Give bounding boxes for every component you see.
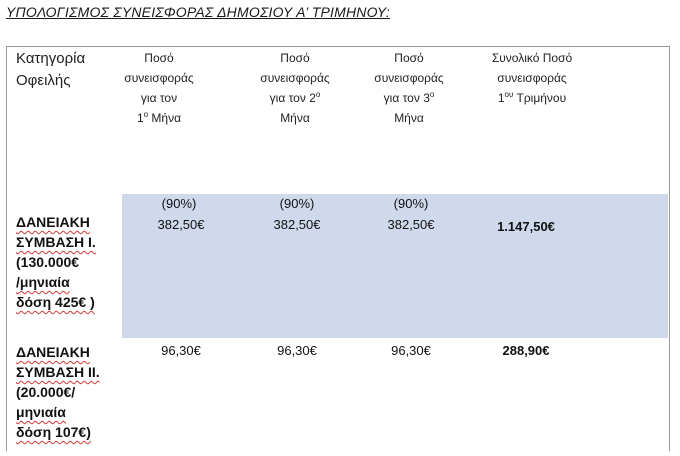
row1-month3-pct: (90%) <box>393 196 429 211</box>
row2-month3-value: 96,30€ <box>391 343 431 358</box>
row1-month3-value: 382,50€ <box>387 217 435 232</box>
col3-line4: Μήνα <box>394 111 424 125</box>
col2-line3 <box>240 88 350 108</box>
row2-label-line2: ΣΥΜΒΑΣΗ ΙΙ. <box>16 364 100 380</box>
col1-line1: Ποσό <box>144 51 174 65</box>
row1-label-line5: δόση 425€ ) <box>16 294 95 310</box>
col-header-month1 <box>104 48 214 128</box>
col2-line4: Μήνα <box>280 111 310 125</box>
row1-month1-pct: (90%) <box>161 196 197 211</box>
col1-line3: για τον <box>140 91 178 105</box>
category-header-line2: Οφειλής <box>16 72 71 89</box>
col3-line2: συνεισφοράς <box>374 71 444 85</box>
col1-rest: Μήνα <box>148 111 182 125</box>
col3-line1: Ποσό <box>394 51 424 65</box>
col4-sup: ου <box>504 90 514 99</box>
col-header-month2 <box>240 48 350 128</box>
row1-label <box>16 212 96 312</box>
col2-line1: Ποσό <box>280 51 310 65</box>
col-header-quarter-total <box>472 48 592 108</box>
row2-month1-value: 96,30€ <box>161 343 201 358</box>
row1-month2-value: 382,50€ <box>273 217 321 232</box>
col2-pre: για τον 2 <box>269 91 316 105</box>
col4-line2: συνεισφοράς <box>497 71 567 85</box>
col1-line2: συνεισφοράς <box>124 71 194 85</box>
row1-month1-value: 382,50€ <box>157 217 205 232</box>
col2-line2: συνεισφοράς <box>260 71 330 85</box>
row2-label-line3: (20.000€/ <box>16 384 76 400</box>
col4-rest: Τριμήνου <box>513 91 567 105</box>
row1-label-line2: ΣΥΜΒΑΣΗ Ι. <box>16 234 96 250</box>
row2-month2-value: 96,30€ <box>277 343 317 358</box>
col4-line1: Συνολικό Ποσό <box>491 51 573 65</box>
col3-pre: για τον 3 <box>383 91 430 105</box>
col4-num: 1 <box>497 91 505 105</box>
col3-sup: ο <box>429 90 435 99</box>
row2-label <box>16 342 100 442</box>
document-title: ΥΠΟΛΟΓΙΣΜΟΣ ΣΥΝΕΙΣΦΟΡΑΣ ΔΗΜΟΣΙΟΥ Α’ ΤΡΙΜΗΝΟΥ: <box>6 4 391 20</box>
col3-line3 <box>354 88 464 108</box>
col4-line3 <box>472 88 592 108</box>
col2-sup: ο <box>315 90 321 99</box>
col1-sup: ο <box>143 110 149 119</box>
row1-label-line3: (130.000€ <box>16 254 80 270</box>
category-header <box>16 48 85 92</box>
row1-month2-pct: (90%) <box>279 196 315 211</box>
row1-total-value: 1.147,50€ <box>497 219 555 234</box>
row2-label-line1: ΔΑΝΕΙΑΚΗ <box>16 344 90 360</box>
row1-label-line1: ΔΑΝΕΙΑΚΗ <box>16 214 90 230</box>
row2-total-value: 288,90€ <box>502 343 550 358</box>
row1-label-line4: /μηνιαία <box>16 274 70 290</box>
col1-num: 1 <box>136 111 144 125</box>
row2-label-line5: δόση 107€) <box>16 424 91 440</box>
col-header-month3 <box>354 48 464 128</box>
row-highlight <box>122 194 668 338</box>
row2-label-line4: μηνιαία <box>16 404 66 420</box>
col1-line4 <box>104 108 214 128</box>
category-header-line1: Κατηγορία <box>16 50 86 67</box>
